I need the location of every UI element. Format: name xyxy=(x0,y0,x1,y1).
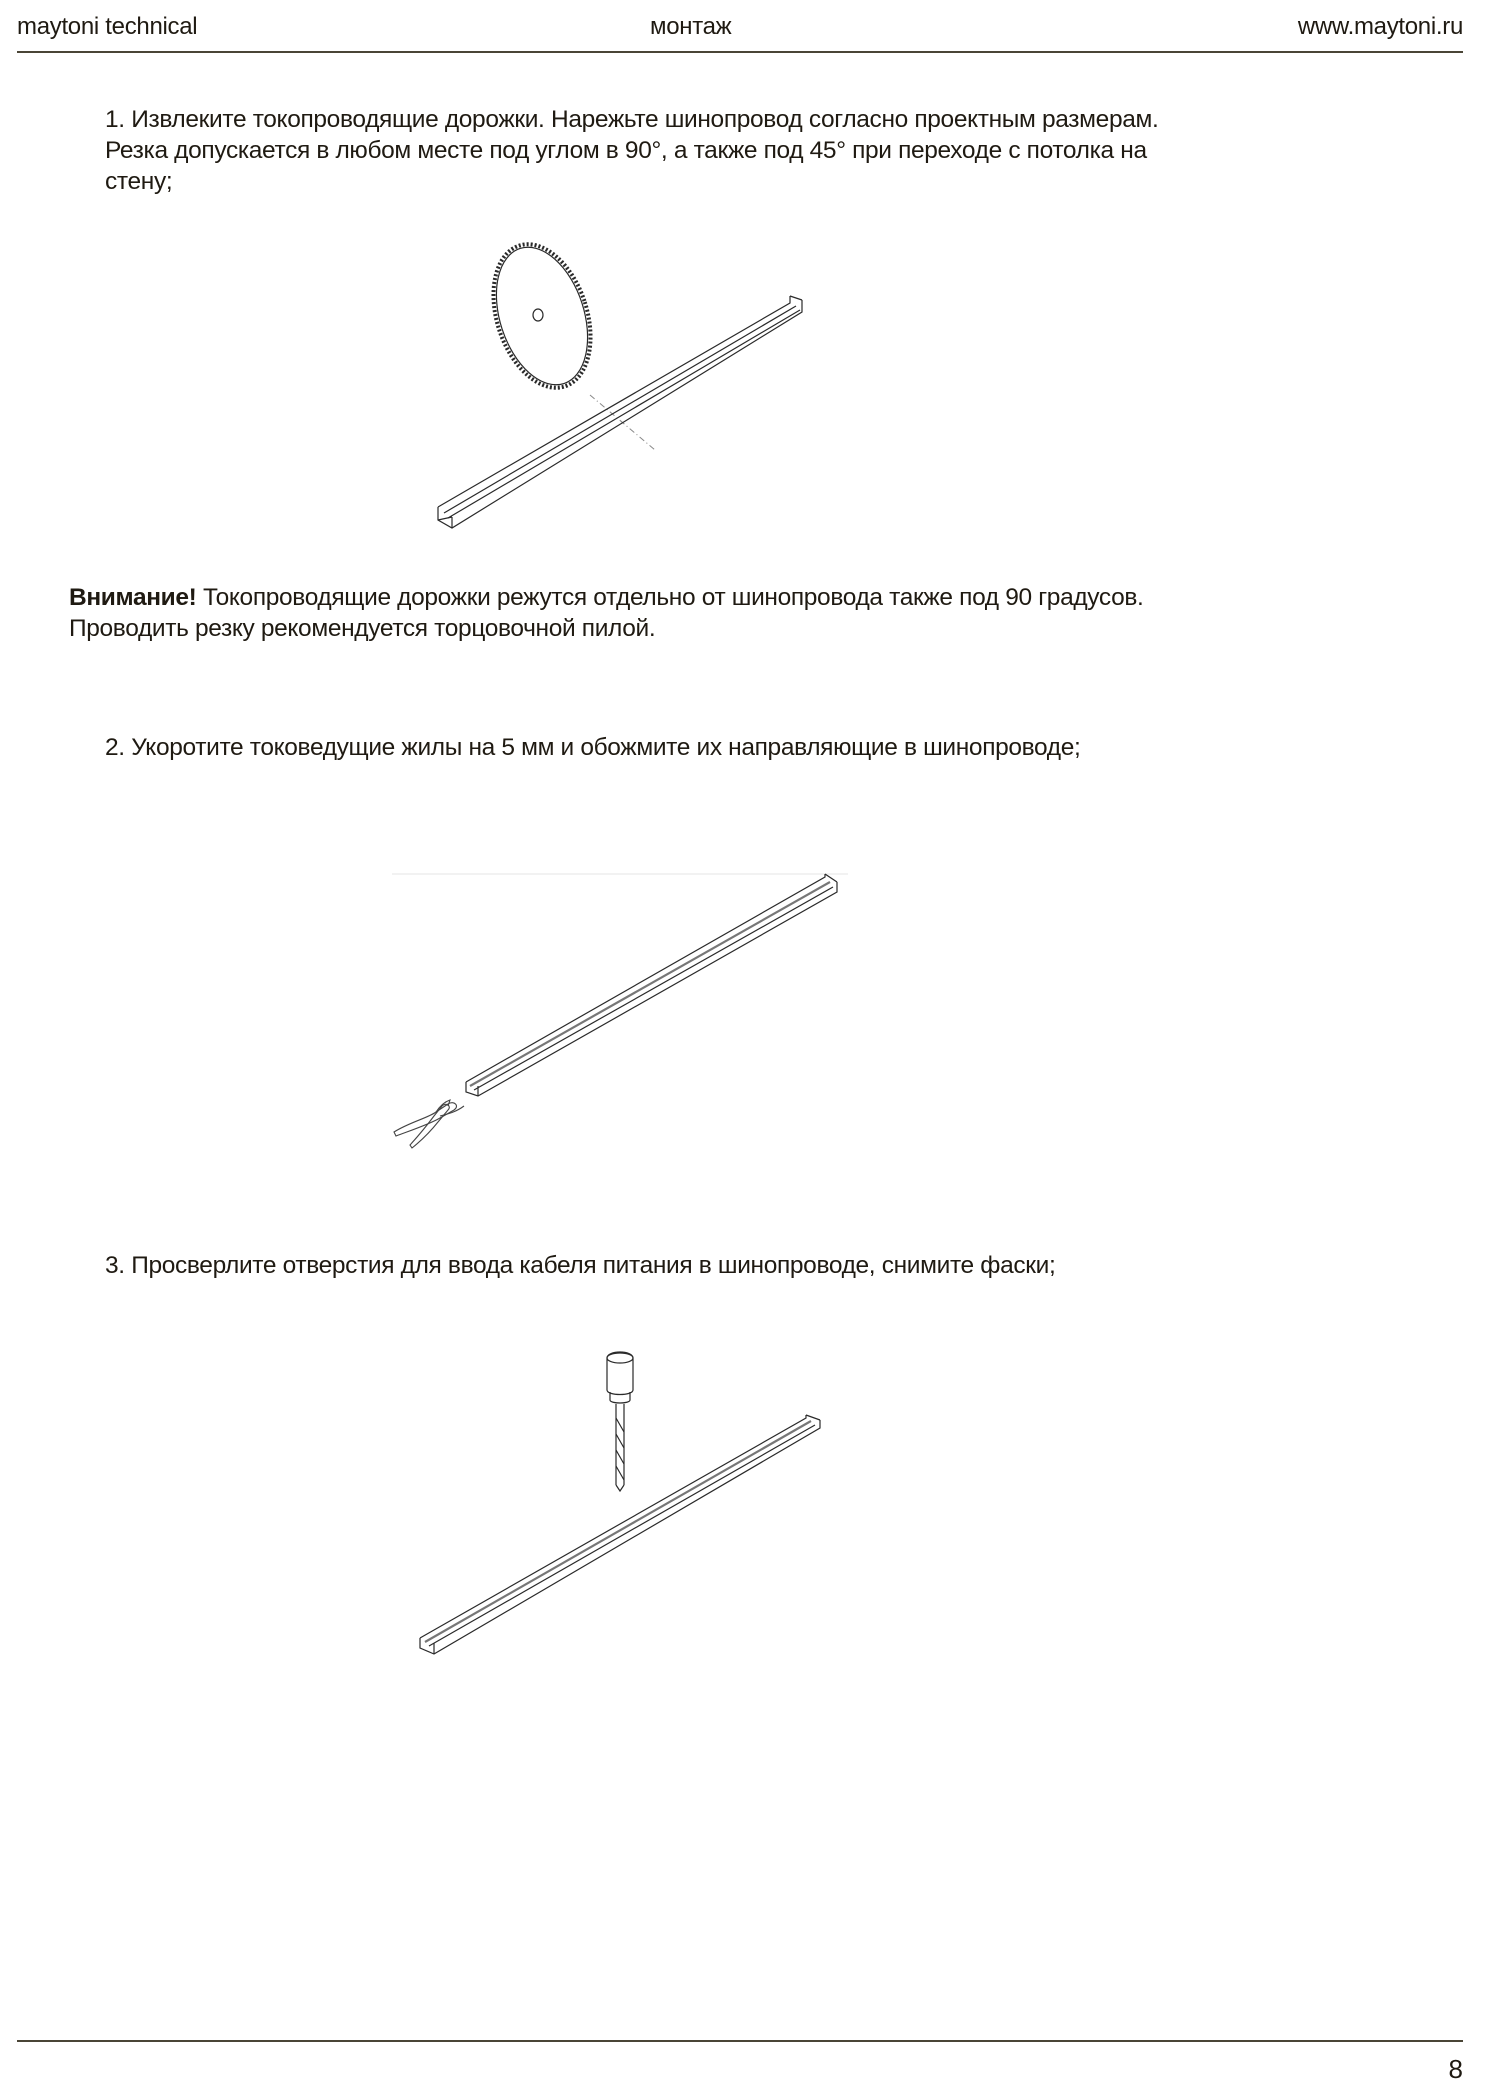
pliers-icon xyxy=(394,1100,464,1148)
track-profile-icon xyxy=(438,296,802,528)
saw-cut-diagram xyxy=(420,230,820,530)
step-1-text: 1. Извлеките токопроводящие дорожки. Нарежьте шинопровод согласно проектным размерам. Резка допускается в любом месте под углом в 90°, а также под 45° при переходе с потолка на стену; xyxy=(105,106,1159,195)
drill-diagram xyxy=(400,1330,850,1670)
drill-bit-icon xyxy=(607,1352,633,1491)
saw-blade-icon xyxy=(476,232,607,401)
step-3-text: 3. Просверлите отверстия для ввода кабеля питания в шинопроводе, снимите фаски; xyxy=(105,1252,1056,1279)
saw-blade-illustration xyxy=(420,230,820,530)
header-divider xyxy=(17,51,1463,53)
pliers-illustration xyxy=(370,860,850,1160)
warning-note xyxy=(69,582,1169,644)
footer-divider xyxy=(17,2040,1463,2042)
crimp-diagram xyxy=(370,860,850,1160)
header-brand: maytoni technical xyxy=(17,13,198,40)
warning-text: Токопроводящие дорожки режутся отдельно от шинопровода также под 90 градусов. Проводить резку рекомендуется торцовочной пилой. xyxy=(69,584,1144,642)
track-profile-icon xyxy=(466,874,837,1096)
track-profile-icon xyxy=(420,1415,820,1654)
header-section-title: монтаж xyxy=(650,13,732,40)
drill-illustration xyxy=(400,1330,850,1670)
step-2-text: 2. Укоротите токоведущие жилы на 5 мм и обожмите их направляющие в шинопроводе; xyxy=(105,734,1081,761)
page-number: 8 xyxy=(1448,2054,1463,2084)
header-website: www.maytoni.ru xyxy=(1297,13,1463,40)
warning-label: Внимание! xyxy=(69,584,197,611)
